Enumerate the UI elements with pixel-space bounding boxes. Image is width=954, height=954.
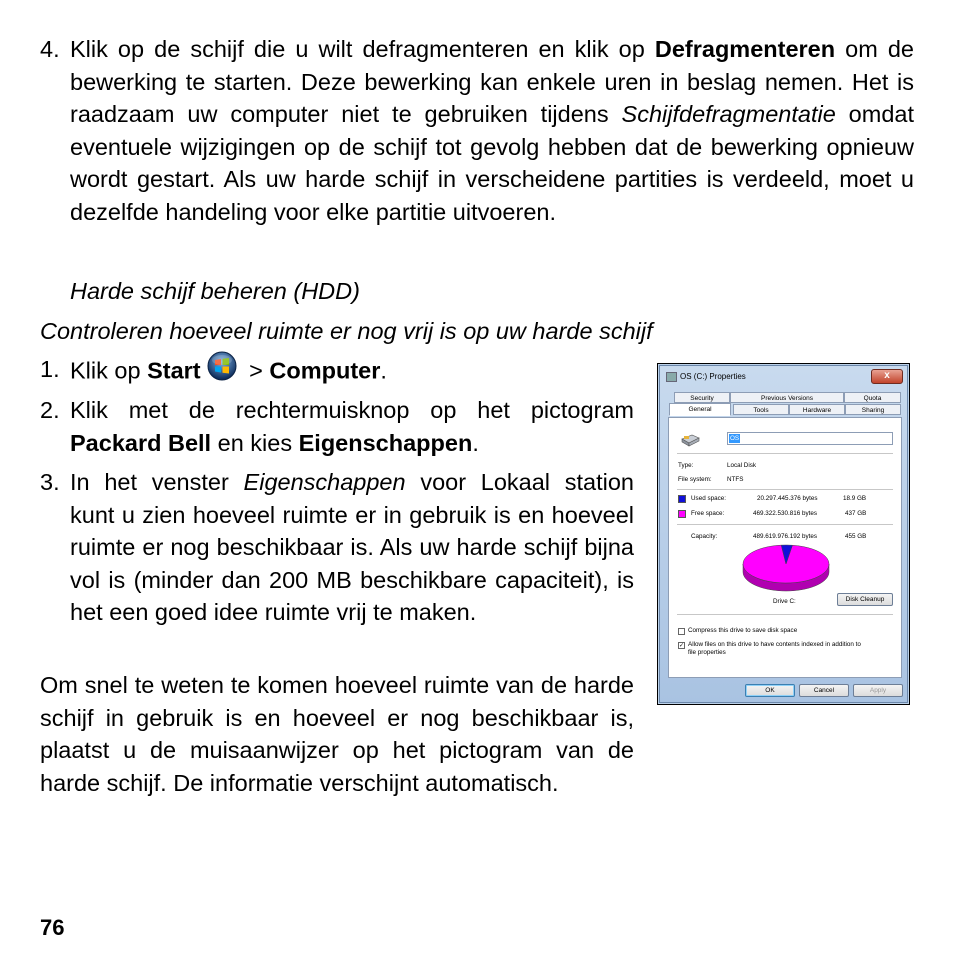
filesystem-label: File system: (678, 476, 712, 483)
index-label-line2: file properties (688, 649, 726, 656)
type-value: Local Disk (727, 462, 757, 469)
used-gb: 18.9 GB (843, 495, 867, 502)
drive-name-value: OS (730, 435, 740, 442)
free-gb: 437 GB (845, 510, 867, 517)
capacity-label: Capacity: (691, 533, 718, 540)
step4-bold: Defragmenteren (654, 36, 836, 62)
tab-quota[interactable]: Quota (844, 392, 901, 403)
info-paragraph: Om snel te weten te komen hoeveel ruimte van de harde schijf in gebruik is en hoeveel er nog beschikbaar is, plaatst u de muisaanwijzer op het pictogram van de harde schijf. De informatie verschijnt automatisch. (40, 672, 634, 796)
step1-start: Start (147, 357, 201, 384)
free-space-swatch (678, 510, 686, 518)
tab-previous-versions[interactable]: Previous Versions (730, 392, 844, 403)
compress-checkbox[interactable] (678, 628, 685, 635)
disk-usage-pie (741, 544, 831, 592)
step3-text-a: In het venster (70, 469, 244, 495)
heading1-text: Harde schijf beheren (HDD) (70, 278, 360, 304)
disk-cleanup-button[interactable]: Disk Cleanup (837, 593, 893, 606)
drive-label: Drive C: (773, 598, 796, 605)
tab-tools[interactable]: Tools (733, 404, 789, 415)
index-label-line1: Allow files on this drive to have contents indexed in addition to (688, 641, 861, 648)
step1-computer: Computer (269, 357, 381, 384)
divider (677, 614, 893, 615)
step1-arrow: > (242, 357, 270, 384)
cancel-button[interactable]: Cancel (799, 684, 849, 697)
compress-label: Compress this drive to save disk space (688, 627, 798, 634)
step4-italic: Schijfdefragmentatie (621, 101, 836, 127)
properties-dialog-screenshot (657, 363, 910, 705)
free-label: Free space: (691, 510, 725, 517)
step4-text-b: om de bewerking te starten. Deze bewerking kan enkele uren in beslag nemen. Het is raadzaam uw computer niet te gebruiken tijdens (70, 36, 914, 127)
step2-text (70, 394, 634, 459)
step3-italic: Eigenschappen (243, 469, 406, 495)
step2-text-a: Klik met de rechtermuisknop op het pictogram (70, 397, 634, 423)
drive-name-input[interactable] (727, 432, 893, 445)
drive-small-icon (666, 372, 677, 382)
index-checkbox[interactable]: ✓ (679, 643, 685, 649)
divider (677, 453, 893, 454)
dialog-tabs (668, 392, 901, 418)
step2-text-b: en kies (211, 429, 299, 456)
step2-bold2: Eigenschappen (298, 429, 473, 456)
step1-suffix: . (380, 357, 387, 384)
tab-general[interactable]: General (669, 403, 731, 416)
step4-text (70, 33, 914, 228)
dialog-title (666, 370, 746, 384)
step3-number: 3. (40, 469, 60, 495)
divider (677, 489, 893, 490)
dialog-frame (659, 365, 908, 703)
step4-text-c: omdat eventuele wijzigingen op de schijf tot gevolg hebben dat de bewerking opnieuw wordt gestart. Als uw harde schijf in verscheidene partities is verdeeld, moet u dezelfde handeling voor elke partitie uitvoeren. (70, 101, 914, 225)
free-bytes: 469.322.530.816 bytes (753, 510, 818, 517)
used-space-swatch (678, 495, 686, 503)
tab-security[interactable]: Security (674, 392, 730, 403)
ok-button[interactable]: OK (745, 684, 795, 697)
heading2-text: Controleren hoeveel ruimte er nog vrij is op uw harde schijf (40, 318, 653, 344)
close-button[interactable]: x (871, 369, 903, 384)
step1-prefix: Klik op (70, 357, 148, 384)
hard-drive-icon (680, 433, 700, 447)
type-label: Type: (678, 462, 694, 469)
tab-sharing[interactable]: Sharing (845, 404, 901, 415)
divider (677, 524, 893, 525)
capacity-gb: 455 GB (845, 533, 867, 540)
step4-text-a: Klik op de schijf die u wilt defragmenteren en klik op (70, 36, 655, 62)
step2-number: 2. (40, 397, 60, 423)
used-label: Used space: (691, 495, 727, 502)
dialog-title-text: OS (C:) Properties (680, 372, 746, 381)
step2-bold1: Packard Bell (70, 429, 212, 456)
step1-text (70, 353, 387, 392)
heading-harde-schijf (70, 275, 360, 308)
used-bytes: 20.297.445.376 bytes (757, 495, 818, 502)
page-number: 76 (40, 915, 65, 940)
step1-number: 1. (40, 356, 60, 382)
tab-hardware[interactable]: Hardware (789, 404, 845, 415)
step3-text-b: voor Lokaal station kunt u zien hoeveel ruimte er in gebruik is en hoeveel ruimte er nog beschikbaar is. Als uw harde schijf bijna vol is (minder dan 200 MB beschikbare capaciteit), is het een goed idee ruimte vrij te maken. (70, 469, 634, 625)
step4-number: 4. (40, 36, 60, 62)
apply-button[interactable]: Apply (853, 684, 903, 697)
general-panel (668, 417, 902, 678)
capacity-bytes: 489.619.976.192 bytes (753, 533, 818, 540)
filesystem-value: NTFS (727, 476, 744, 483)
heading-controleren (40, 315, 653, 348)
windows-start-icon (207, 351, 237, 390)
step2-suffix: . (472, 429, 479, 456)
step3-text (70, 466, 634, 629)
